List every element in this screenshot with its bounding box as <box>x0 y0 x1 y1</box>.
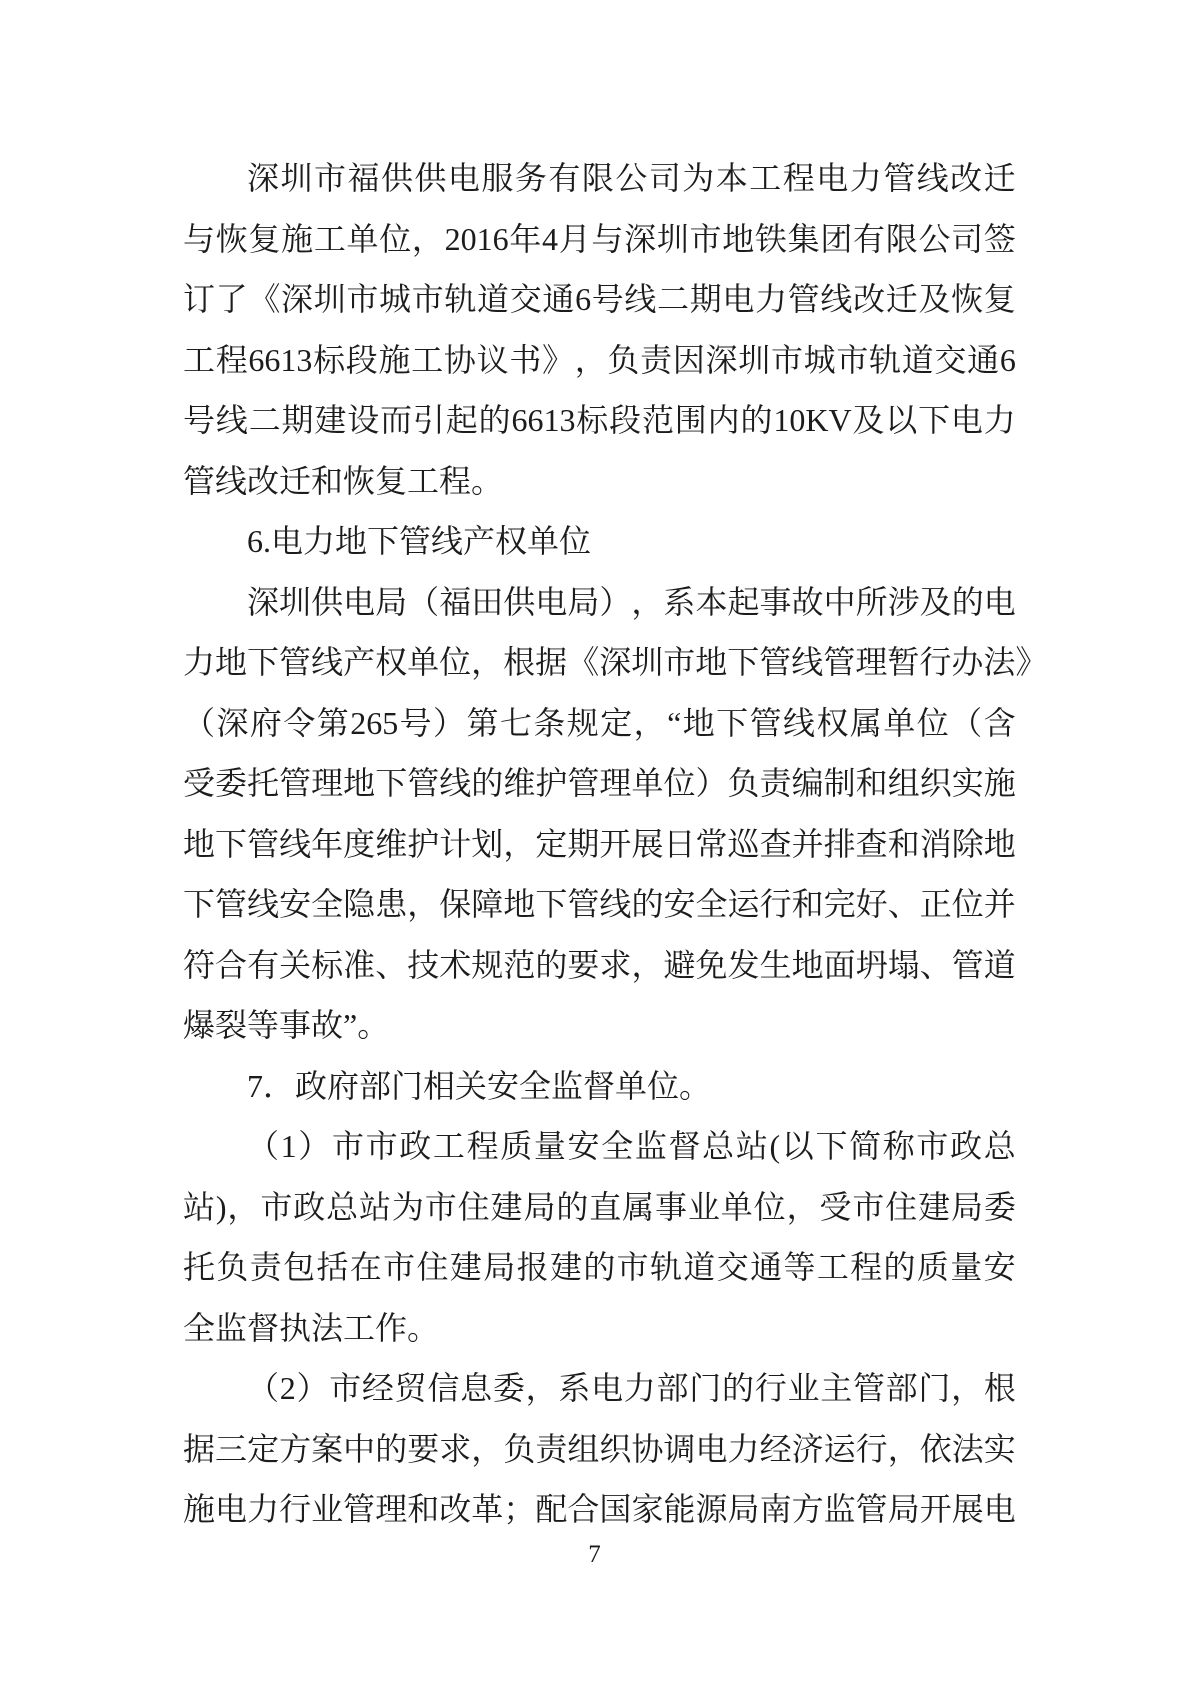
page-number: 7 <box>588 1541 601 1568</box>
text-line: 据 三 定 方 案 中 的 要 求 ， 负 责 组 织 协 调 电 力 经 济 运 行 ， 依 法 实 <box>183 1430 1016 1467</box>
text-line: （ 深 府 令 第 265 号 ） 第 七 条 规 定 ， “ 地 下 管 线 权 属 单 位 （ 含 <box>183 704 1016 741</box>
text-line: 受 委 托 管 理 地 下 管 线 的 维 护 管 理 单 位 ） 负 责 编 制 和 组 织 实 施 <box>183 765 1016 801</box>
text-line: 深 圳 市 福 供 供 电 服 务 有 限 公 司 为 本 工 程 电 力 管 线 改 迁 <box>247 160 1016 196</box>
text-line: （ 1 ） 市 市 政 工 程 质 量 安 全 监 督 总 站 ( 以 下 简 称 市 政 总 <box>247 1128 1016 1164</box>
text-line: 7．政府部门相关安全监督单位。 <box>247 1067 712 1104</box>
text-line: 爆裂等事故”。 <box>183 1007 390 1043</box>
document-body <box>183 148 1048 1540</box>
text-line: 站 ) ， 市 政 总 站 为 市 住 建 局 的 直 属 事 业 单 位 ， 受 市 住 建 局 委 <box>183 1188 1016 1225</box>
text-line: （ 2 ） 市 经 贸 信 息 委 ， 系 电 力 部 门 的 行 业 主 管 部 门 ， 根 <box>247 1370 1016 1406</box>
text-line: 下 管 线 安 全 隐 患 ， 保 障 地 下 管 线 的 安 全 运 行 和 完 好 、 正 位 并 <box>183 886 1016 922</box>
text-line: 力 地 下 管 线 产 权 单 位 ， 根 据 《 深 圳 市 地 下 管 线 管 理 暂 行 办 法 》 <box>183 644 1048 680</box>
text-line: 地 下 管 线 年 度 维 护 计 划 ， 定 期 开 展 日 常 巡 查 并 排 查 和 消 除 地 <box>183 825 1016 862</box>
text-line: 施 电 力 行 业 管 理 和 改 革 ； 配 合 国 家 能 源 局 南 方 监 管 局 开 展 电 <box>183 1491 1016 1527</box>
text-line: 深 圳 供 电 局 （ 福 田 供 电 局 ） ， 系 本 起 事 故 中 所 涉 及 的 电 <box>247 583 1016 620</box>
text-line: 符 合 有 关 标 准 、 技 术 规 范 的 要 求 ， 避 免 发 生 地 面 坍 塌 、 管 道 <box>183 946 1016 983</box>
text-line: 工 程 6613 标 段 施 工 协 议 书 》 ， 负 责 因 深 圳 市 城 市 轨 道 交 通 6 <box>183 341 1016 378</box>
text-line: 订 了 《 深 圳 市 城 市 轨 道 交 通 6 号 线 二 期 电 力 管 线 改 迁 及 恢 复 <box>183 281 1016 317</box>
text-line: 与 恢 复 施 工 单 位 ， 2016 年 4 月 与 深 圳 市 地 铁 集 团 有 限 公 司 签 <box>183 220 1016 257</box>
text-line: 号 线 二 期 建 设 而 引 起 的 6613 标 段 范 围 内 的 10KV 及 以 下 电 力 <box>183 402 1016 438</box>
text-line: 6.电力地下管线产权单位 <box>247 523 592 559</box>
text-line: 全监督执法工作。 <box>183 1309 440 1346</box>
text-line: 托 负 责 包 括 在 市 住 建 局 报 建 的 市 轨 道 交 通 等 工 程 的 质 量 安 <box>183 1249 1016 1285</box>
text-line: 管线改迁和恢复工程。 <box>183 462 504 499</box>
